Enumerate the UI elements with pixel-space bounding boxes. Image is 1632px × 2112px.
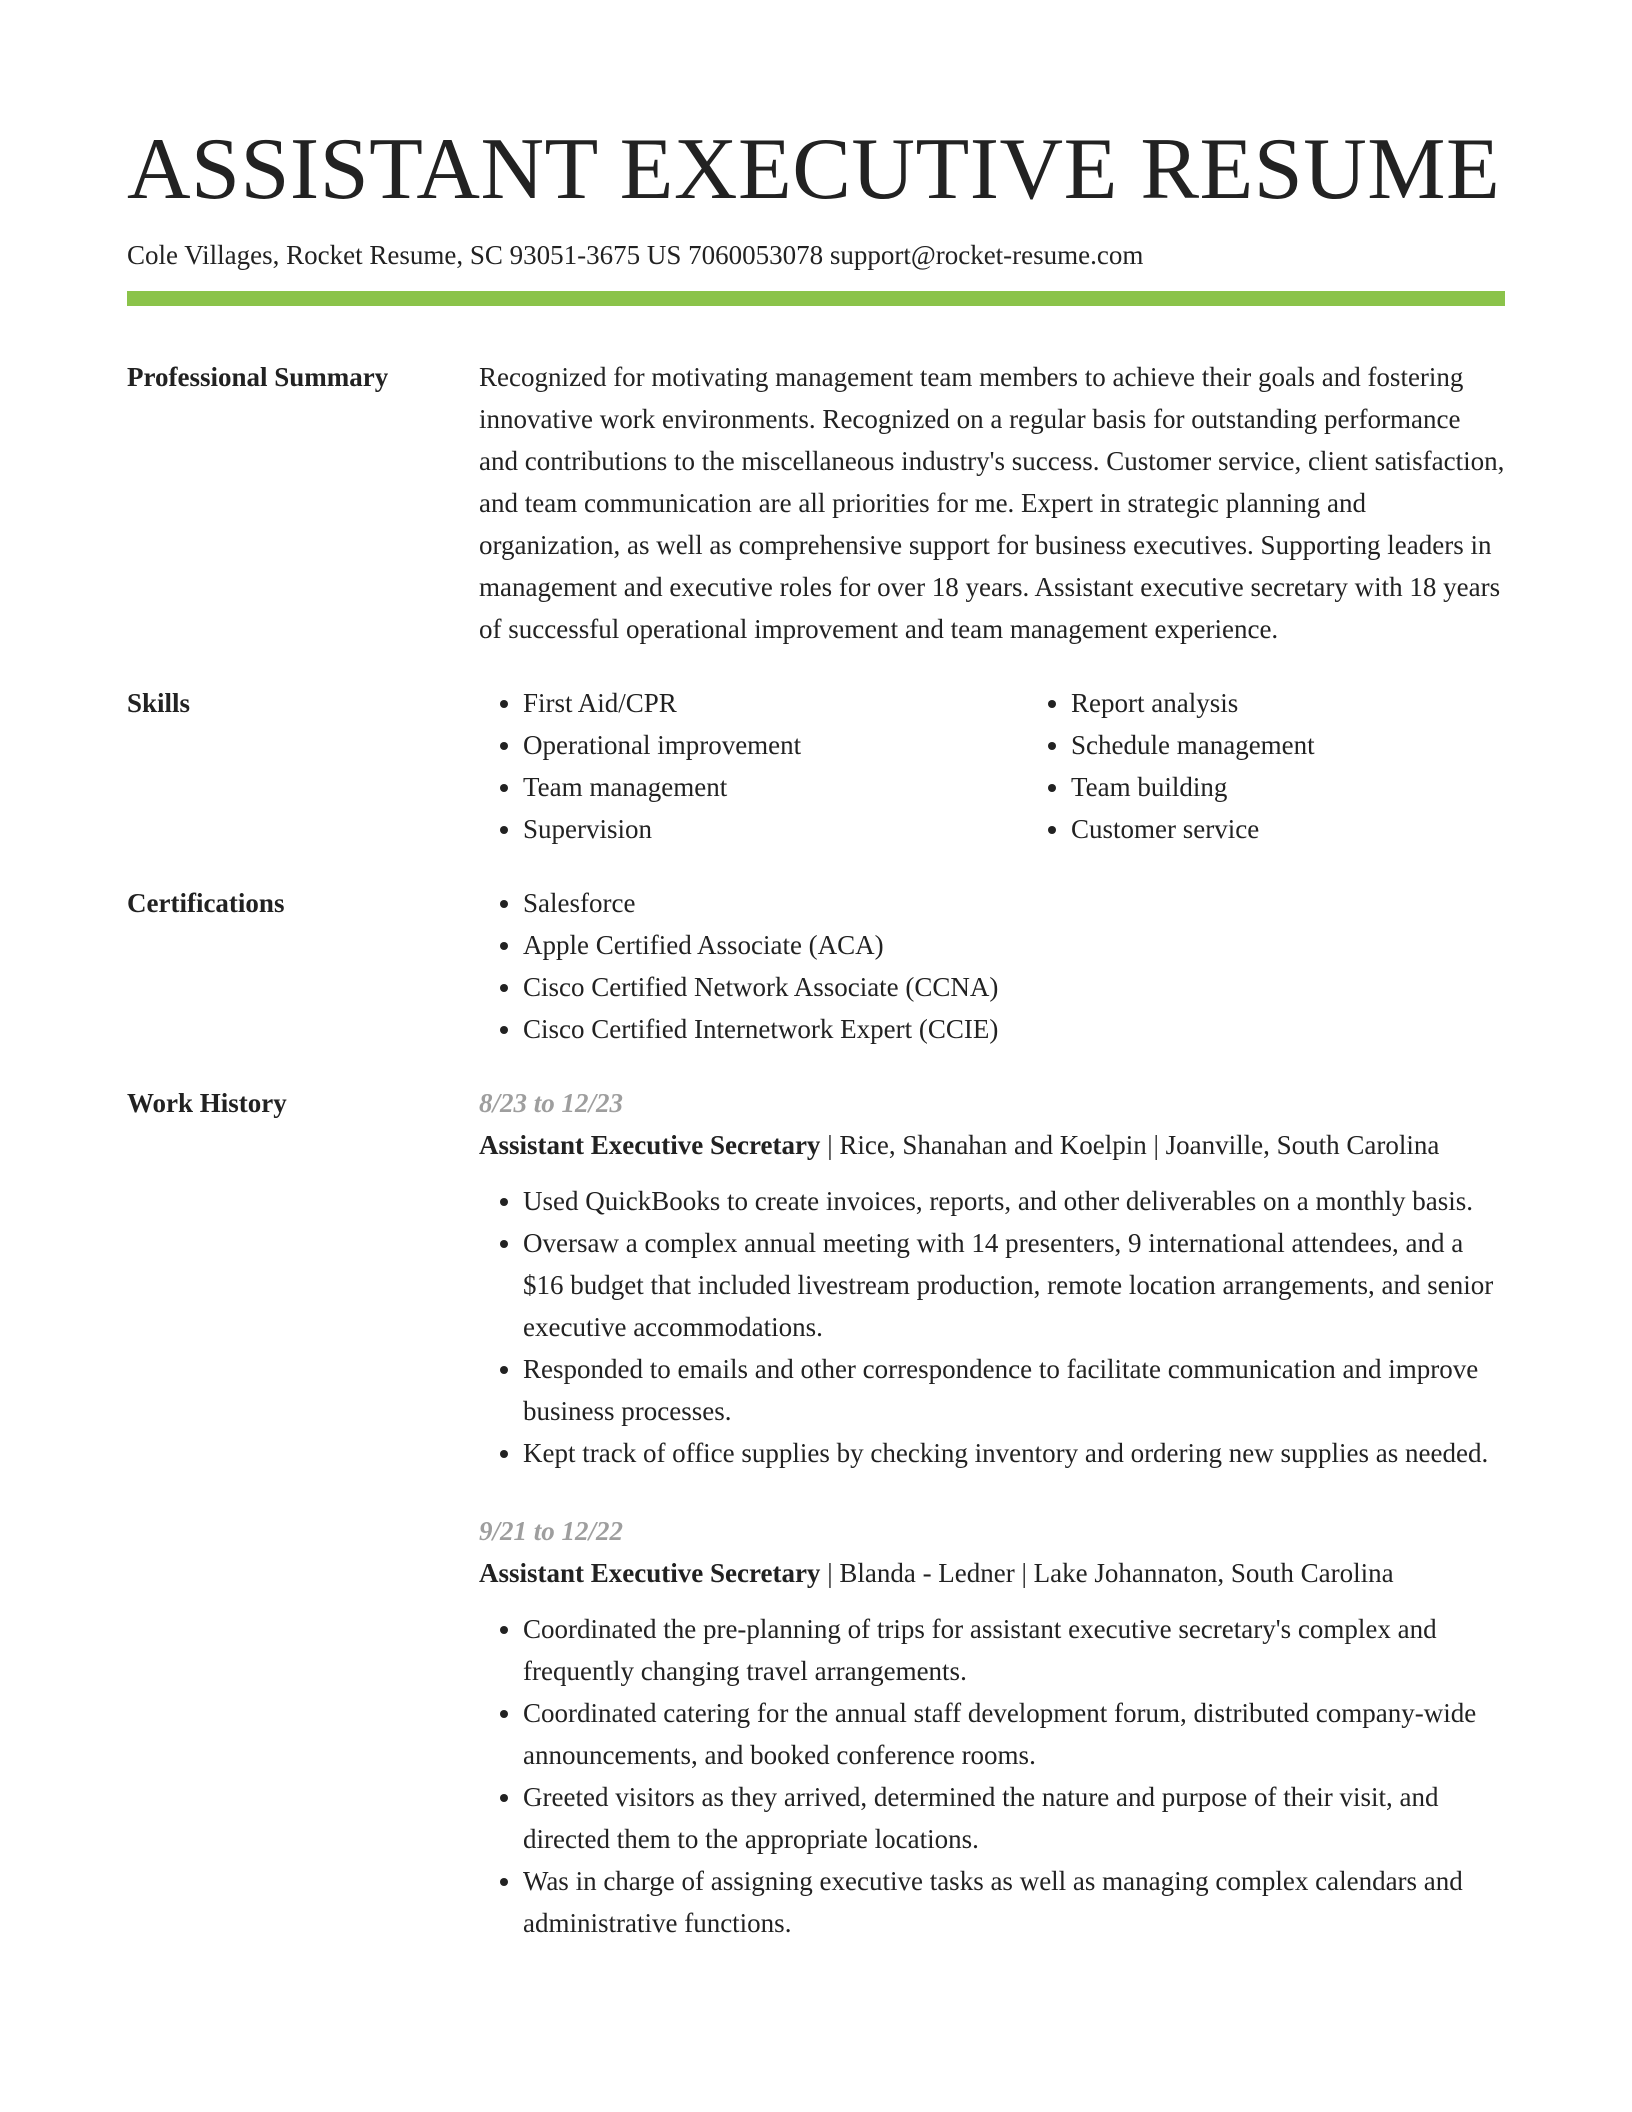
skill-item: • Customer service bbox=[1071, 808, 1575, 850]
skill-item: • First Aid/CPR bbox=[523, 682, 1027, 724]
skill-item: • Operational improvement bbox=[523, 724, 1027, 766]
certifications-section bbox=[127, 882, 1505, 1050]
certification-item: • Cisco Certified Network Associate (CCNA) bbox=[523, 966, 1505, 1008]
job-dates: 8/23 to 12/23 bbox=[479, 1088, 624, 1118]
skills-list-left bbox=[479, 682, 1027, 850]
accent-divider bbox=[127, 291, 1505, 306]
job-title: Assistant Executive Secretary bbox=[479, 1558, 821, 1588]
job-heading bbox=[479, 1552, 1505, 1594]
job-bullet: • Coordinated the pre-planning of trips for assistant executive secretary's complex and frequently changing travel arrangements. bbox=[523, 1608, 1505, 1692]
certifications-body bbox=[479, 882, 1505, 1050]
job-bullet: • Coordinated catering for the annual staff development forum, distributed company-wide announcements, and booked conference rooms. bbox=[523, 1692, 1505, 1776]
summary-section bbox=[127, 356, 1505, 650]
job-details: | Blanda - Ledner | Lake Johannaton, South Carolina bbox=[820, 1558, 1394, 1588]
job-heading bbox=[479, 1124, 1505, 1166]
section-label: Work History bbox=[127, 1088, 287, 1118]
certification-item: • Salesforce bbox=[523, 882, 1505, 924]
section-label: Skills bbox=[127, 688, 191, 718]
skill-item: • Report analysis bbox=[1071, 682, 1575, 724]
summary-body bbox=[479, 356, 1505, 650]
contact-line: Cole Villages, Rocket Resume, SC 93051-3675 US 7060053078 support@rocket-resume.com bbox=[127, 240, 1144, 270]
skill-item: • Schedule management bbox=[1071, 724, 1575, 766]
section-label: Professional Summary bbox=[127, 362, 389, 392]
job-details: | Rice, Shanahan and Koelpin | Joanville, South Carolina bbox=[820, 1130, 1440, 1160]
job-dates: 9/21 to 12/22 bbox=[479, 1516, 624, 1546]
job-bullet: • Used QuickBooks to create invoices, reports, and other deliverables on a monthly basis. bbox=[523, 1180, 1505, 1222]
skills-list-right bbox=[1027, 682, 1575, 850]
job-bullet: • Was in charge of assigning executive tasks as well as managing complex calendars and administrative functions. bbox=[523, 1860, 1505, 1944]
section-label: Certifications bbox=[127, 888, 285, 918]
job-entry bbox=[479, 1510, 1505, 1944]
resume-page bbox=[127, 0, 1505, 1944]
skills-grid bbox=[479, 682, 1575, 850]
job-bullets bbox=[479, 1180, 1505, 1474]
work-history-body bbox=[479, 1082, 1505, 1944]
job-title: Assistant Executive Secretary bbox=[479, 1130, 821, 1160]
skill-item: • Team building bbox=[1071, 766, 1575, 808]
job-bullet: • Greeted visitors as they arrived, determined the nature and purpose of their visit, and directed them to the appropriate locations. bbox=[523, 1776, 1505, 1860]
resume-title: ASSISTANT EXECUTIVE RESUME bbox=[127, 121, 1501, 218]
skill-item: • Supervision bbox=[523, 808, 1027, 850]
certification-item: • Cisco Certified Internetwork Expert (CCIE) bbox=[523, 1008, 1505, 1050]
certification-item: • Apple Certified Associate (ACA) bbox=[523, 924, 1505, 966]
certifications-list bbox=[479, 882, 1505, 1050]
job-bullet: • Kept track of office supplies by checking inventory and ordering new supplies as needed. bbox=[523, 1432, 1505, 1474]
job-bullet: • Oversaw a complex annual meeting with 14 presenters, 9 international attendees, and a $16 budget that included livestream production, remote location arrangements, and senior executive accommodations. bbox=[523, 1222, 1505, 1348]
skills-section bbox=[127, 682, 1505, 850]
summary-text: Recognized for motivating management team members to achieve their goals and fostering innovative work environments. Recognized on a regular basis for outstanding performance and contributions to the miscellaneous industry's success. Customer service, client satisfaction, and team communication are all priorities for me. Expert in strategic planning and organization, as well as comprehensive support for business executives. Supporting leaders in management and executive roles for over 18 years. Assistant executive secretary with 18 years of successful operational improvement and team management experience. bbox=[479, 362, 1505, 644]
job-bullet: • Responded to emails and other correspondence to facilitate communication and improve business processes. bbox=[523, 1348, 1505, 1432]
job-bullets bbox=[479, 1608, 1505, 1944]
skill-item: • Team management bbox=[523, 766, 1027, 808]
work-history-section bbox=[127, 1082, 1505, 1944]
job-entry bbox=[479, 1082, 1505, 1474]
